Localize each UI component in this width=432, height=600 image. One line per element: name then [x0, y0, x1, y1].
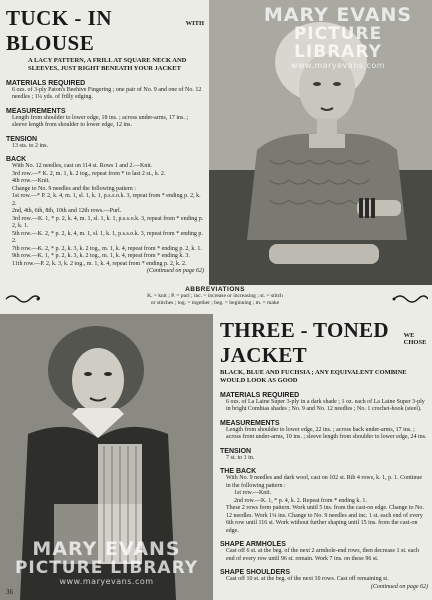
shoulders-text: Cast off 10 st. at the beg. of the next 10 rows. Cast off remaining st.	[226, 576, 389, 583]
jacket-measurements: Length from shoulder to lower edge, 22 ins. ; across back under-arms, 17 ins. ; across front under-arms, 10 ins. ; sleeve length from shoulder to lower edge, 24 ins.	[226, 426, 427, 441]
blouse-materials-heading: MATERIALS REQUIRED	[6, 79, 86, 87]
blouse-back-heading: BACK	[6, 156, 27, 164]
jacket-subtitle: BLACK, BLUE AND FUCHSIA ; ANY EQUIVALENT COMBINE WOULD LOOK AS GOOD	[220, 369, 407, 385]
armholes-text: Cast off 6 st. at the beg. of the next 2 armhole-end rows, then decrease 1 st. each end of every row until 96 st. remain. Work 7 ins. on these 96 st.	[226, 548, 419, 562]
pattern-row: 9th row.—K. 1, * p. 2, k. 3, k. 2 tog., m. 1, k. 4, repeat from * ending k. 3.	[12, 253, 190, 260]
jacket-materials-heading: MATERIALS REQUIRED	[220, 391, 300, 399]
blouse-subtitle: A LACY PATTERN, A FRILL AT SQUARE NECK AND SLEEVES, JUST RIGHT BENEATH YOUR JACKET	[28, 57, 187, 73]
blouse-back-intro: With No. 12 needles, cast on 114 st. Rows 1 and 2.—Knit.	[12, 163, 153, 170]
watermark	[253, 6, 423, 70]
pattern-row: 7th row.—K. 2, * p. 2, k. 3, k. 2 tog., m. 1, k. 4, repeat from * ending p. 2, k. 1.	[12, 245, 202, 252]
pattern-row: 2nd, 4th, 6th, 8th, 10th and 12th rows.—Purl.	[12, 208, 122, 215]
watermark-url: www.maryevans.com	[59, 576, 154, 586]
watermark-line1: MARY EVANS	[32, 538, 181, 560]
pattern-row: 2nd row.—K. 1, * p. 4, k. 2. Repeat from * ending k. 1.	[234, 497, 367, 504]
jacket-title: THREE - TONED JACKET	[220, 318, 389, 367]
blouse-measurements-heading: MEASUREMENTS	[6, 107, 66, 115]
pattern-row: 1st row.—* P. 2, k. 4, m. 1, sl. 1, k. 1, p.s.s.o.k. 3, repeat from * ending p. 2, k. 2.	[12, 193, 201, 207]
swirl-ornament-left	[4, 293, 40, 305]
swirl-ornament-right	[392, 293, 428, 305]
abbreviations-heading: ABBREVIATIONS	[185, 286, 245, 293]
abbreviations-box	[40, 286, 390, 312]
jacket-measurements-heading: MEASUREMENTS	[220, 419, 280, 427]
watermark-url: www.maryevans.com	[290, 60, 386, 70]
pattern-row: 11th row.—P. 2, k. 3, k. 2 tog., m. 1, k. 4, repeat from * ending p. 2, k. 2.	[12, 260, 187, 267]
blouse-continued: (Continued on page 62)	[146, 268, 204, 275]
jacket-tension: 7 st. to 1 in.	[226, 454, 255, 461]
jacket-continued: (Continued on page 62)	[370, 583, 428, 590]
pattern-row: These 2 rows form pattern. Work until 5 ins. from the cast-on edge. Change to No. 12 needles. Work 1¼ ins. Change to No. 9 needles and inc. 1 st. each end of every 6th row until 116 st. Work without further shaping until 15 ins. from the cast-on edge.	[226, 505, 424, 534]
pattern-row: 4th row.—Knit.	[12, 178, 50, 185]
abbreviations-line1: K. = knit ; P. = purl ; inc. = increase or increasing ; st. = stitch	[147, 293, 283, 299]
abbreviations-line2: or stitches ; tog. = together ; beg. = beginning ; m. = make	[150, 299, 280, 306]
pattern-row: 3rd row.—K. 1, * p. 2, k. 4, m. 1, sl. 1, k. 1, p.s.s.o.k. 3, repeat from * ending p. 2, k. 1.	[12, 215, 204, 230]
armholes-heading: SHAPE ARMHOLES	[220, 541, 286, 549]
blouse-materials: 6 ozs. of 3-ply Paton's Beehive Fingering ; one pair of No. 9 and one of No. 12 needles ; 1¼ yds. of frilly edging.	[12, 86, 202, 101]
page-number: 36	[6, 588, 13, 596]
watermark	[4, 540, 209, 586]
pattern-row: 1st row.—Knit.	[234, 490, 272, 497]
watermark-line2: PICTURE LIBRARY	[293, 23, 383, 62]
jacket-back-heading: THE BACK	[220, 468, 257, 476]
jacket-back-intro: With No. 9 needles and dark wool, cast on 102 st. Rib 4 rows, k. 1, p. 1. Continue in the following pattern :	[226, 475, 423, 489]
pattern-row: 5th row.—K. 2, * p. 2, k. 4, m. 1, sl. 1, k. 1, p.s.s.o.k. 3, repeat from * ending p. 2.	[12, 230, 203, 245]
jacket-tension-heading: TENSION	[220, 447, 252, 455]
jacket-materials: 6 ozs. of La Laine Super 3-ply in a dark shade ; 1 oz. each of La Laine Super 3-ply in bright Combias shades ; No. 9 and No. 12 needles ; No. 1 crochet-hook (steel).	[226, 398, 425, 413]
blouse-tension-heading: TENSION	[6, 135, 38, 143]
jacket-model-photo	[0, 314, 213, 600]
jacket-pattern-text	[220, 318, 428, 598]
blouse-pattern-text	[6, 6, 204, 296]
blouse-title-tail: WITH	[185, 20, 204, 27]
pattern-row: 3rd row.—* K. 2, m. 1, k. 2 tog., repeat from * to last 2 st., k. 2.	[12, 170, 166, 177]
jacket-title-tail: WE CHOSE	[403, 332, 427, 346]
watermark-line2: PICTURE LIBRARY	[14, 557, 199, 578]
blouse-tension: 13 sts. to 2 ins.	[12, 142, 49, 149]
blouse-measurements: Length from shoulder to lower edge, 18 ins. ; across under-arms, 17 ins. ; sleeve length from shoulder to lower edge, 12 ins.	[12, 114, 189, 129]
pattern-row: Change to No. 9 needles and the following pattern :	[12, 185, 136, 192]
watermark-line1: MARY EVANS	[263, 4, 413, 26]
shoulders-heading: SHAPE SHOULDERS	[220, 569, 291, 577]
blouse-title: TUCK - IN BLOUSE	[6, 6, 113, 55]
blouse-model-photo	[209, 0, 432, 285]
